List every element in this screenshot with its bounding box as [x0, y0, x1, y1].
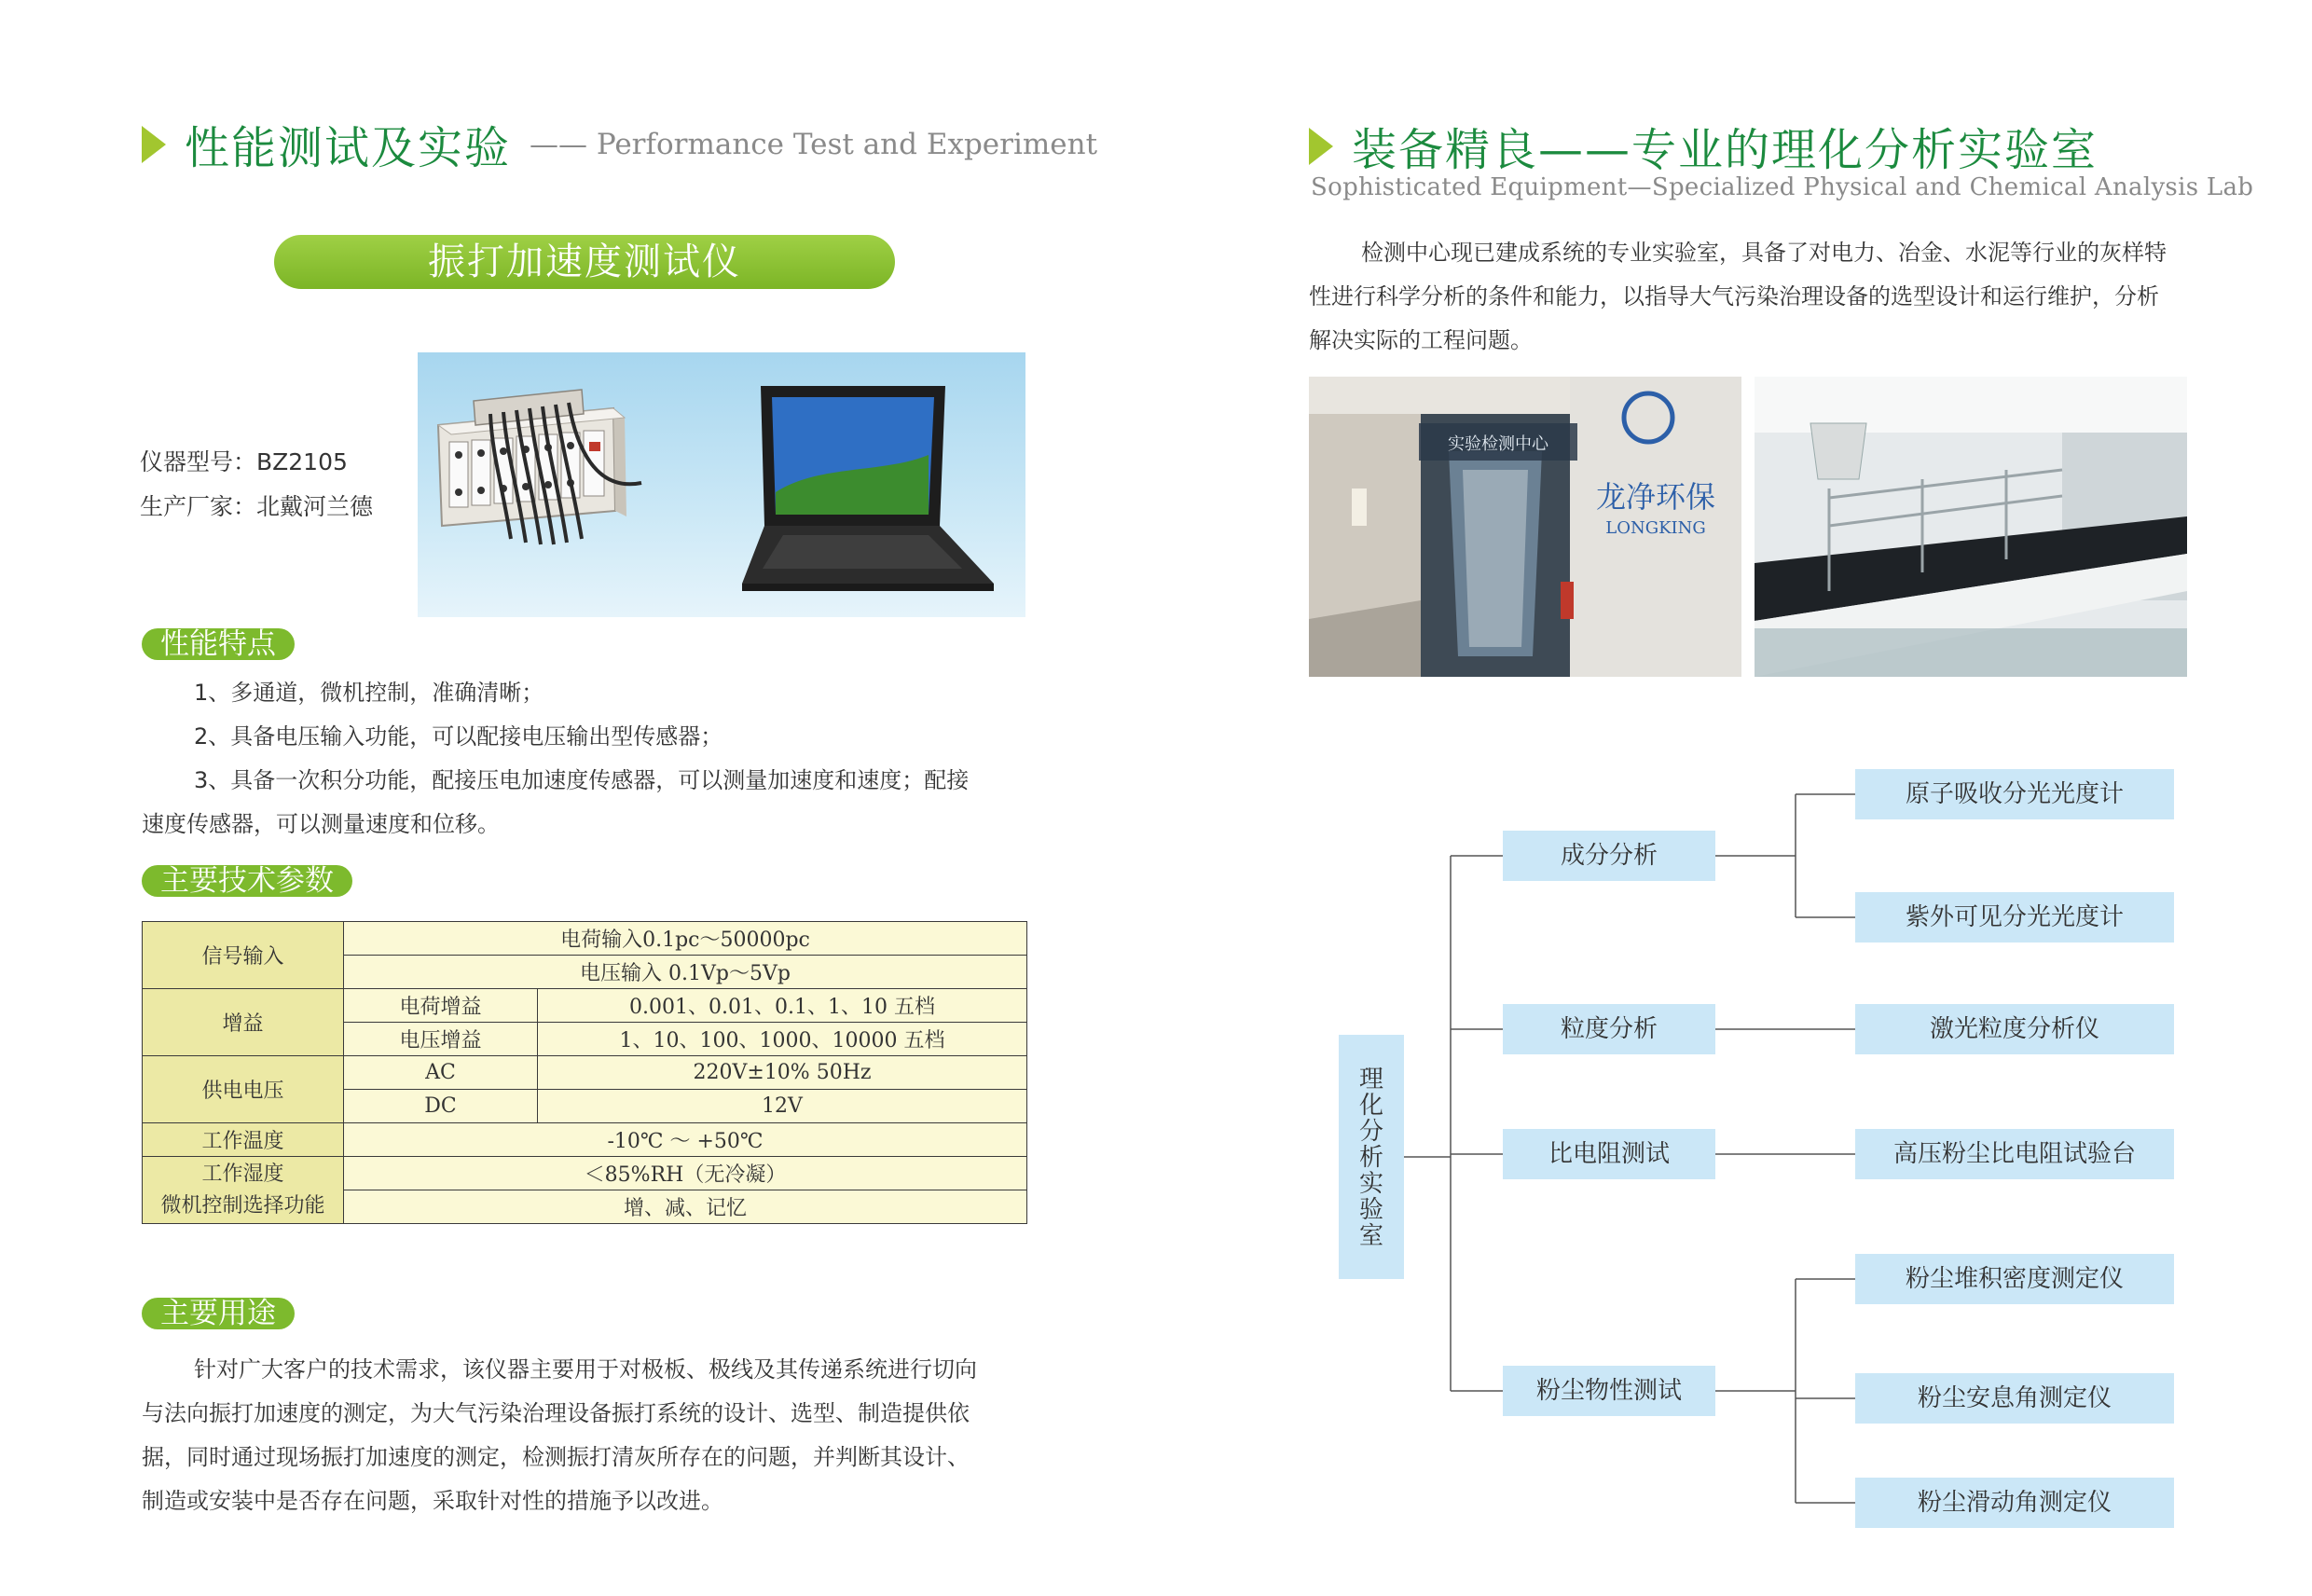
uses-line: 与法向振打加速度的测定，为大气污染治理设备振打系统的设计、选型、制造提供依 [142, 1400, 970, 1426]
tree-leaf: 粉尘安息角测定仪 [1855, 1373, 2174, 1424]
uses-line: 据，同时通过现场振打加速度的测定，检测振打清灰所存在的问题，并判断其设计、 [142, 1444, 970, 1470]
tree-leaf: 粉尘滑动角测定仪 [1855, 1478, 2174, 1528]
table-label: 工作湿度 [201, 1162, 284, 1186]
intro-line: 性进行科学分析的条件和能力，以指导大气污染治理设备的选型设计和运行维护，分析 [1309, 283, 2159, 310]
table-label: 微机控制选择功能 [160, 1193, 325, 1218]
photo-sign-3: LONGKING [1605, 518, 1706, 538]
heading-cn: 性能测试及实验 [185, 122, 512, 174]
photo-sign-1: 实验检测中心 [1448, 434, 1548, 454]
intro-line: 检测中心现已建成系统的专业实验室，具备了对电力、冶金、水泥等行业的灰样特 [1361, 240, 2167, 266]
uses-line: 制造或安装中是否存在问题，采取针对性的措施予以改进。 [142, 1488, 723, 1514]
uses-line: 针对广大客户的技术需求，该仪器主要用于对极板、极线及其传递系统进行切向 [194, 1356, 977, 1383]
params-tag: 主要技术参数 [142, 865, 352, 897]
heading-cn: 装备精良——专业的理化分析实验室 [1352, 124, 2099, 176]
feature-item: 1、多通道，微机控制，准确清晰； [194, 680, 544, 706]
heading-en: —— Performance Test and Experiment [530, 127, 1098, 161]
tree-leaf: 高压粉尘比电阻试验台 [1855, 1129, 2174, 1179]
table-label: 信号输入 [143, 922, 344, 989]
tree-leaf: 粉尘堆积密度测定仪 [1855, 1254, 2174, 1304]
features-tag: 性能特点 [142, 628, 295, 660]
device-title-banner: 振打加速度测试仪 [274, 235, 895, 289]
tree-leaf: 激光粒度分析仪 [1855, 1004, 2174, 1054]
tree-node: 成分分析 [1503, 831, 1715, 881]
table-subcell: 电压增益 [344, 1023, 538, 1056]
table-cell: 1、10、100、1000、10000 五档 [538, 1023, 1027, 1056]
tree-leaf: 原子吸收分光光度计 [1855, 769, 2174, 819]
maker-line: 生产厂家：北戴河兰德 [140, 493, 374, 520]
tree-root-box [1339, 1035, 1404, 1279]
tree-leaf: 紫外可见分光光度计 [1855, 892, 2174, 942]
photo-sign-2: 龙净环保 [1595, 479, 1716, 515]
tree-root-label: 理化分析实验室 [1358, 1066, 1383, 1250]
table-label: 增益 [143, 989, 344, 1056]
model-line: 仪器型号：BZ2105 [140, 448, 348, 475]
table-subcell: DC [344, 1090, 538, 1123]
tree-node: 比电阻测试 [1503, 1129, 1715, 1179]
table-cell: 12V [538, 1090, 1027, 1123]
table-subcell: 电荷增益 [344, 989, 538, 1023]
heading-en: Sophisticated Equipment—Specialized Physical and Chemical Analysis Lab [1311, 173, 2254, 201]
table-cell: 增、减、记忆 [344, 1190, 1027, 1224]
uses-tag: 主要用途 [142, 1298, 295, 1329]
table-subcell: AC [344, 1056, 538, 1090]
table-label: 工作温度 [143, 1123, 344, 1157]
table-cell: ＜85%RH（无冷凝） [344, 1157, 1027, 1190]
table-cell: 电压输入 0.1Vp～5Vp [344, 956, 1027, 989]
tree-node: 粉尘物性测试 [1503, 1366, 1715, 1416]
table-cell: -10℃ ～ +50℃ [344, 1123, 1027, 1157]
table-cell: 电荷输入0.1pc～50000pc [344, 922, 1027, 956]
table-cell: 220V±10% 50Hz [538, 1056, 1027, 1090]
feature-item-continued: 速度传感器，可以测量速度和位移。 [142, 811, 500, 837]
table-cell: 0.001、0.01、0.1、1、10 五档 [538, 989, 1027, 1023]
table-label: 供电电压 [143, 1056, 344, 1123]
feature-item: 2、具备电压输入功能，可以配接电压输出型传感器； [194, 723, 723, 750]
intro-line: 解决实际的工程问题。 [1309, 327, 1533, 353]
feature-item: 3、具备一次积分功能，配接压电加速度传感器，可以测量加速度和速度；配接 [194, 767, 970, 793]
tree-node: 粒度分析 [1503, 1004, 1715, 1054]
